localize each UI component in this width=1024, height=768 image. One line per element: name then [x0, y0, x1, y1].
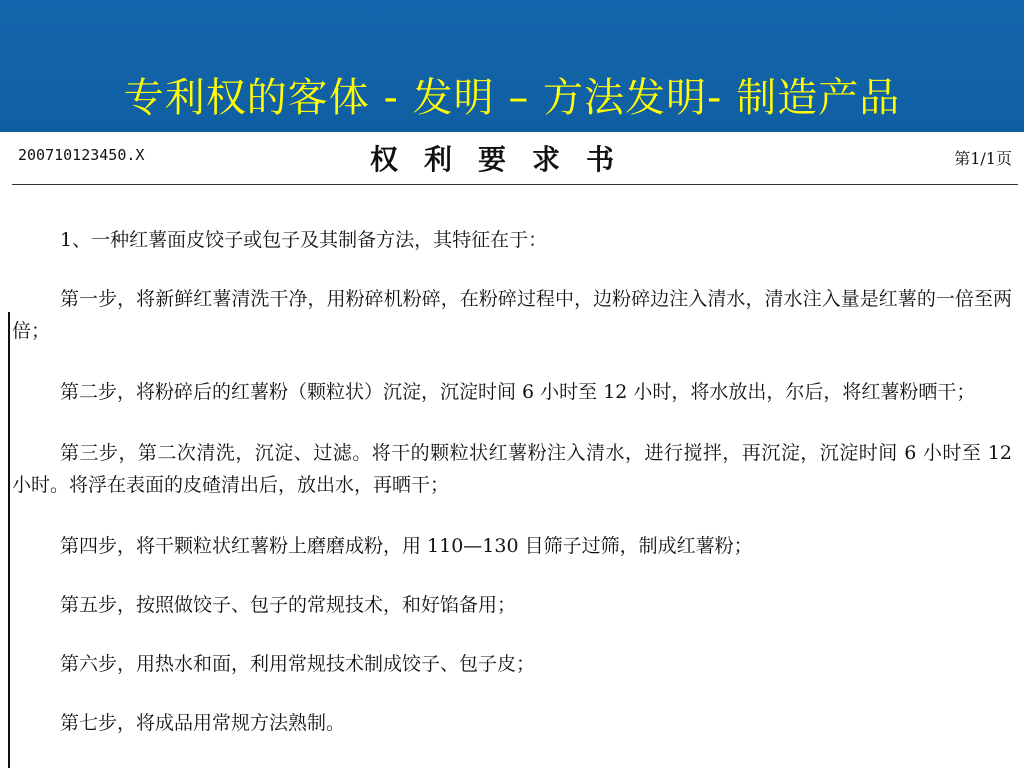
left-margin-line	[8, 312, 10, 768]
claim-intro: 1、一种红薯面皮饺子或包子及其制备方法，其特征在于：	[60, 229, 548, 251]
claim-step-6: 第六步，用热水和面，利用常规技术制成饺子、包子皮；	[60, 653, 536, 675]
claim-step-5: 第五步，按照做饺子、包子的常规技术，和好馅备用；	[60, 594, 517, 616]
claim-step-2: 第二步，将粉碎后的红薯粉（颗粒状）沉淀，沉淀时间 6 小时至 12 小时，将水放出，尔后，将红薯粉晒干；	[60, 381, 976, 403]
claims-body	[12, 224, 1012, 766]
page-indicator: 第1/1页	[954, 149, 1012, 168]
claim-step-3: 第三步，第二次清洗，沉淀、过滤。将干的颗粒状红薯粉注入清水，进行搅拌，再沉淀，沉淀时间 6 小时至 12 小时。将浮在表面的皮碴清出后，放出水，再晒干；	[12, 442, 1012, 496]
patent-document	[0, 132, 1024, 768]
claim-step-1: 第一步，将新鲜红薯清洗干净，用粉碎机粉碎，在粉碎过程中，边粉碎边注入清水，清水注入量是红薯的一倍至两倍；	[12, 288, 1012, 342]
document-header	[12, 132, 1018, 185]
document-heading: 权利要求书	[370, 143, 641, 176]
slide-title: 专利权的客体 - 发明 – 方法发明- 制造产品	[123, 75, 901, 121]
application-number: 200710123450.X	[18, 146, 145, 164]
claim-step-7: 第七步，将成品用常规方法熟制。	[60, 712, 346, 734]
claim-step-4: 第四步，将干颗粒状红薯粉上磨磨成粉，用 110—130 目筛子过筛，制成红薯粉；	[60, 535, 753, 557]
